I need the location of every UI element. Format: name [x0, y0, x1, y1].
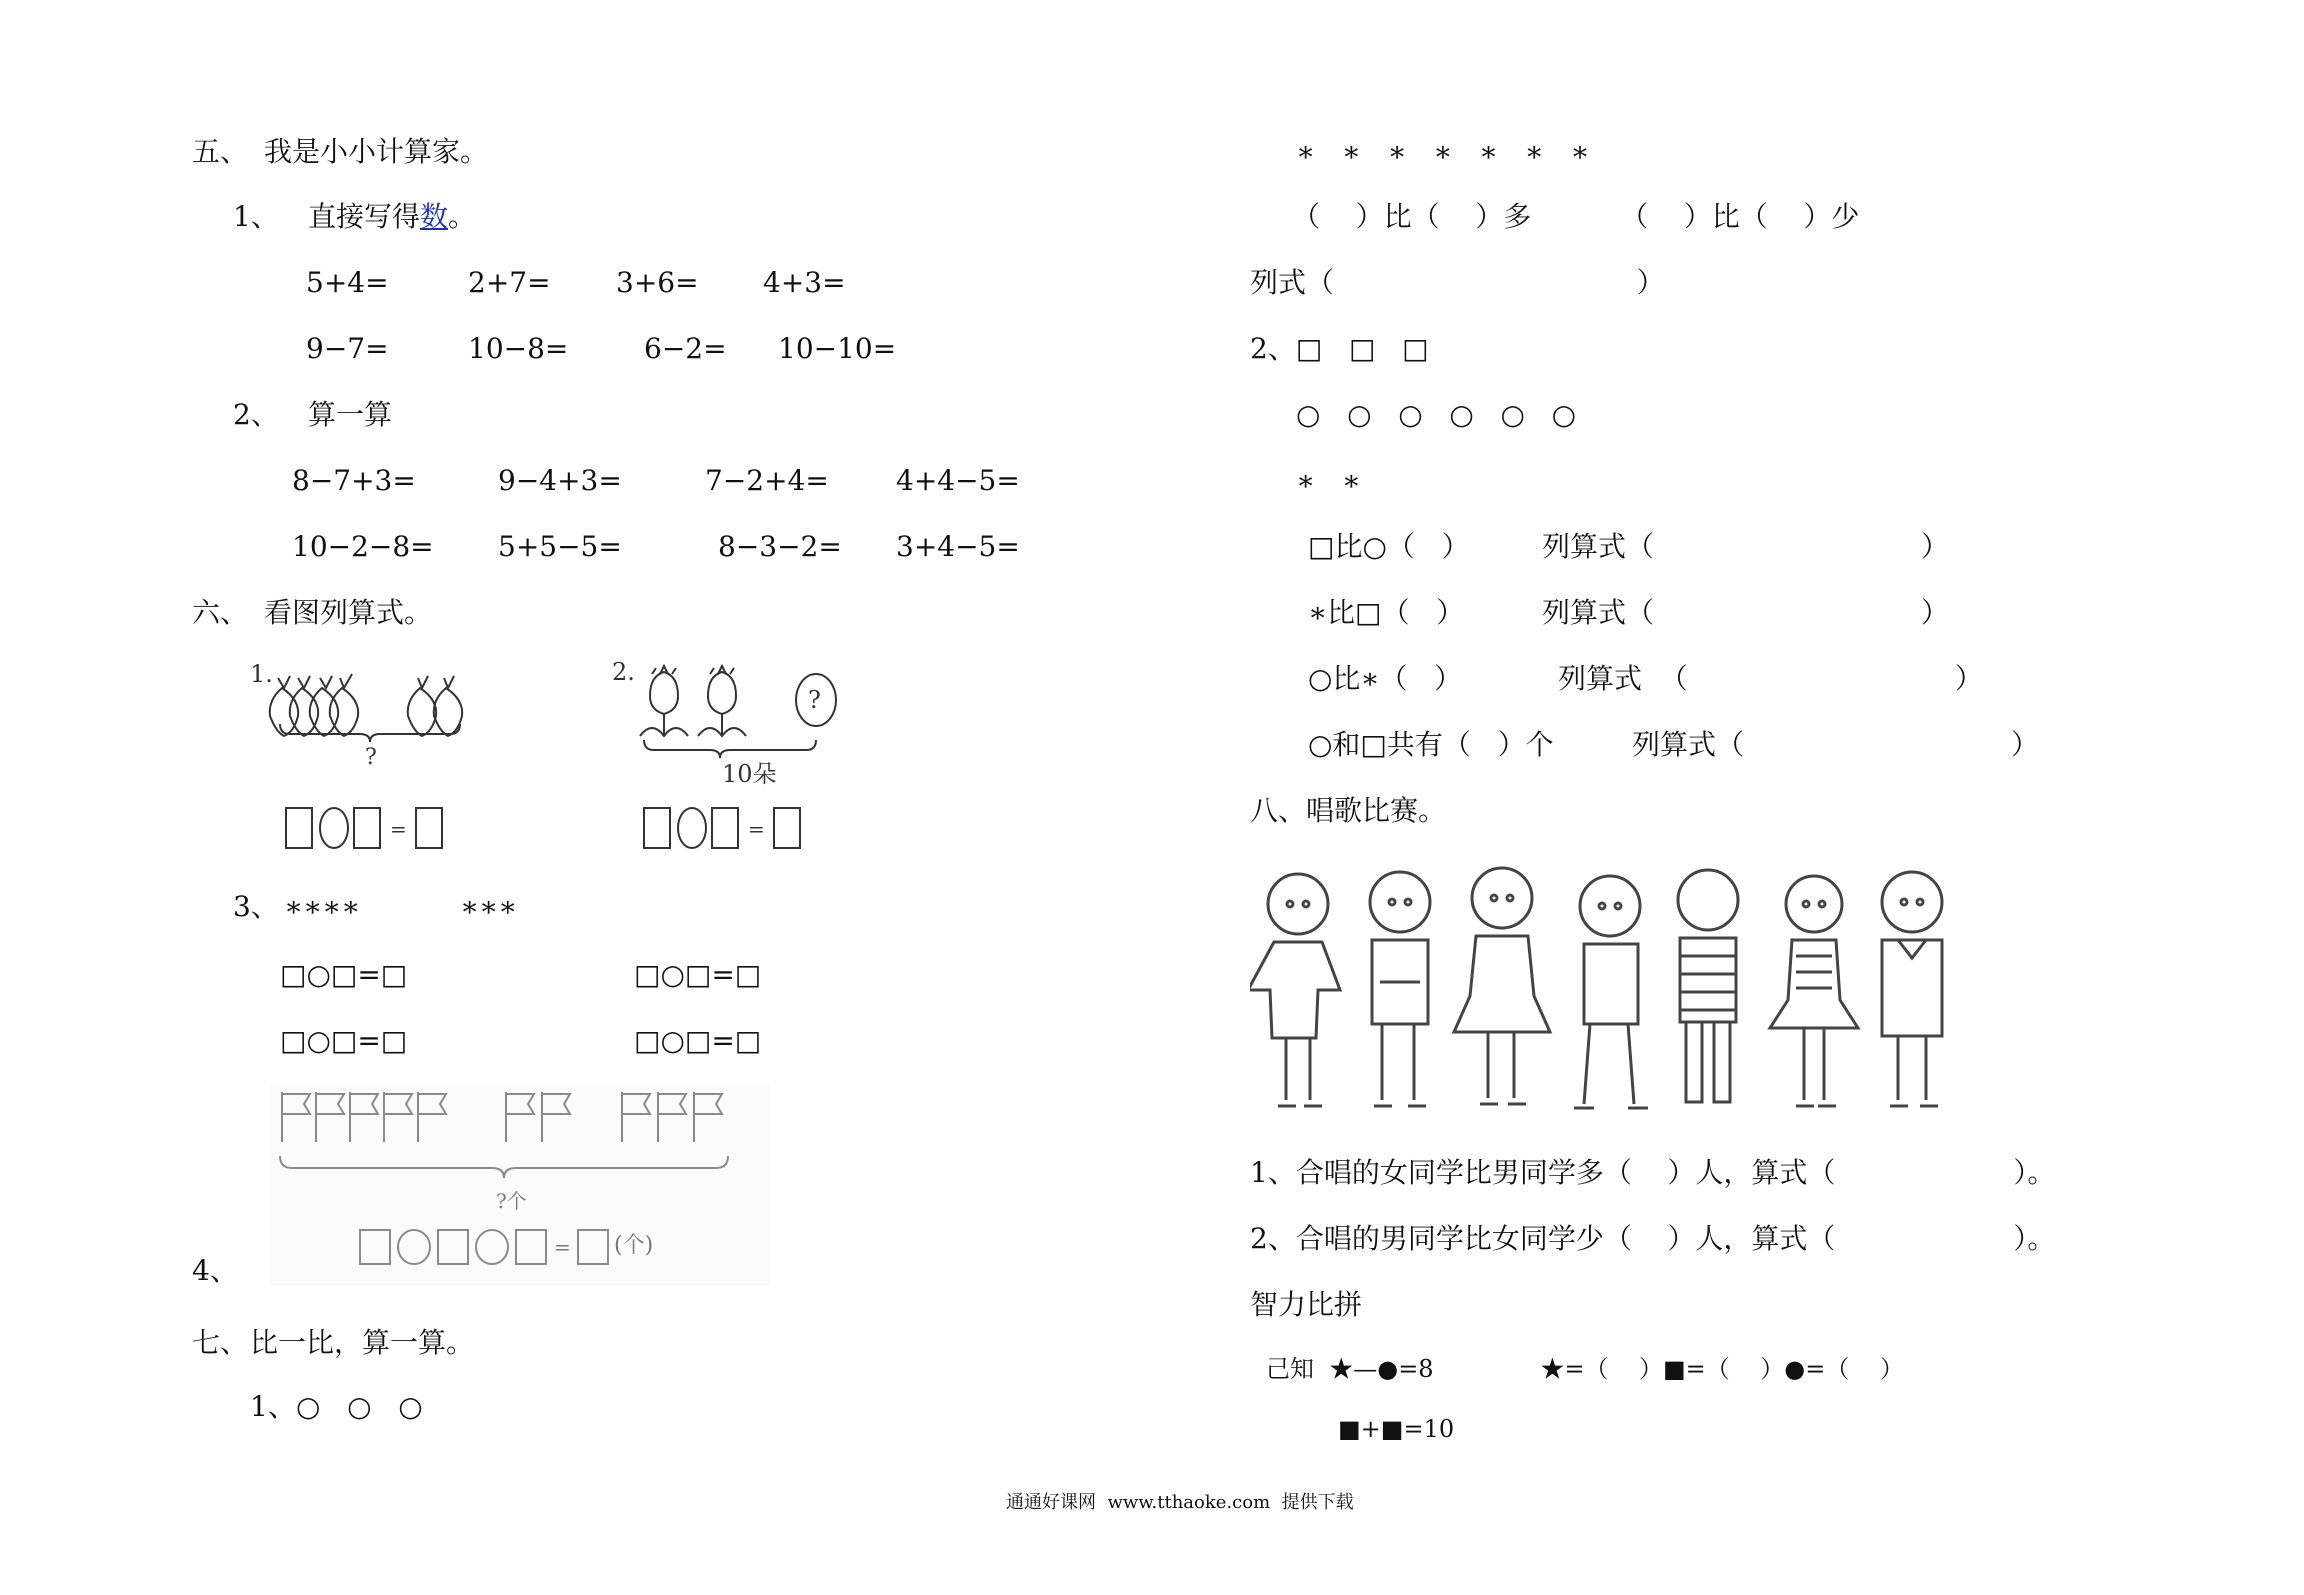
- q2-expr-8: 3+4−5=: [896, 530, 1020, 563]
- q1-expr-8: 10−10=: [778, 332, 897, 365]
- q3-stars-group-2: ∗∗∗: [460, 890, 518, 923]
- compare-1-formula: 列算式（ ）: [1542, 530, 1950, 563]
- section-7-number: 七、: [192, 1326, 249, 1359]
- q3-label: 3、: [233, 890, 279, 923]
- q2-expr-7: 8−3−2=: [718, 530, 842, 563]
- q2-expr-6: 5+5−5=: [498, 530, 622, 563]
- q1-expr-5: 9−7=: [306, 332, 389, 365]
- stars-row-2: ∗ ∗: [1296, 464, 1361, 497]
- q1-title: [308, 200, 476, 234]
- q7-1-circles: ○ ○ ○: [296, 1390, 423, 1423]
- compare-3-formula: 列算式 （ ）: [1558, 662, 1983, 695]
- flags-unit: (个): [614, 1233, 654, 1258]
- strawberry-picture: [240, 648, 480, 860]
- circles-row: ○ ○ ○ ○ ○ ○: [1296, 398, 1577, 431]
- pic2-question-icon: ?: [808, 686, 821, 714]
- page-footer: 通通好课网 www.tthaoke.com 提供下载: [1006, 1492, 1354, 1513]
- q8-1: 1、合唱的女同学比男同学多（ ）人，算式（ ）。: [1250, 1156, 2056, 1189]
- section-5-title: 我是小小计算家。: [264, 135, 489, 168]
- section-6-title: 看图列算式。: [264, 596, 433, 629]
- q2-title: 算一算: [308, 398, 393, 431]
- section-8-title: 八、唱歌比赛。: [1250, 794, 1447, 827]
- pic1-equals: =: [390, 817, 407, 841]
- section-5-number: 五、: [192, 135, 249, 168]
- q1-expr-3: 3+6=: [616, 266, 699, 299]
- children-singing-picture: [1250, 856, 1970, 1132]
- q1-expr-2: 2+7=: [468, 266, 551, 299]
- compare-2-formula: 列算式（ ）: [1542, 596, 1950, 629]
- q1-expr-4: 4+3=: [763, 266, 846, 299]
- pic2-number: 2.: [612, 658, 635, 686]
- stars-row: ∗ ∗ ∗ ∗ ∗ ∗ ∗: [1296, 135, 1590, 168]
- q8-2: 2、合唱的男同学比女同学少（ ）人，算式（ ）。: [1250, 1222, 2056, 1255]
- flags-question: ?个: [496, 1189, 527, 1213]
- pic2-total: 10朵: [722, 760, 777, 788]
- brain-challenge-title: 智力比拼: [1250, 1288, 1363, 1321]
- q1-title-end: 。: [448, 200, 477, 233]
- q1-expr-6: 10−8=: [468, 332, 569, 365]
- q2-expr-3: 7−2+4=: [705, 464, 829, 497]
- compare-line: （ ）比（ ）多 （ ）比（ ）少: [1292, 200, 1860, 233]
- q4-label: 4、: [192, 1254, 238, 1287]
- q2-expr-1: 8−7+3=: [292, 464, 416, 497]
- compare-2-question: ∗比□（ ）: [1308, 596, 1465, 629]
- q3-formula-4: □○□=□: [634, 1024, 762, 1057]
- q2-expr-5: 10−2−8=: [292, 530, 434, 563]
- q1-number: 1、: [233, 200, 279, 233]
- q1-title-text: 直接写得: [308, 200, 421, 233]
- compare-4-question: ○和□共有（ ）个: [1308, 728, 1554, 761]
- pic1-number: 1.: [250, 660, 273, 688]
- pic2-equals: =: [748, 817, 765, 841]
- brain-challenge-line-2: ■+■=10: [1338, 1415, 1455, 1443]
- flower-picture: [604, 644, 854, 860]
- q2-expr-4: 4+4−5=: [896, 464, 1020, 497]
- pic1-question: ?: [365, 745, 377, 770]
- q1-expr-7: 6−2=: [644, 332, 727, 365]
- section-7-title: 比一比，算一算。: [250, 1326, 475, 1359]
- flags-picture: [270, 1086, 770, 1286]
- q7-1-label: 1、: [250, 1390, 296, 1423]
- q1-expr-1: 5+4=: [306, 266, 389, 299]
- flags-equals: =: [554, 1235, 571, 1259]
- q2-number: 2、: [233, 398, 279, 431]
- compare-4-formula: 列算式（ ）: [1632, 728, 2040, 761]
- q3-formula-3: □○□=□: [280, 1024, 408, 1057]
- q3-formula-2: □○□=□: [634, 958, 762, 991]
- q3-formula-1: □○□=□: [280, 958, 408, 991]
- section-6-number: 六、: [192, 596, 249, 629]
- q3-stars-group-1: ∗∗∗∗: [284, 890, 361, 923]
- compare-3-question: ○比∗（ ）: [1308, 662, 1463, 695]
- q1-title-link[interactable]: 数: [420, 200, 449, 233]
- compare-1-question: □比○（ ）: [1308, 530, 1470, 563]
- q2-squares-row: 2、□ □ □: [1250, 332, 1429, 365]
- brain-challenge-line-1: 己知 ★—●=8 ★=（ ）■=（ ）●=（ ）: [1266, 1355, 1904, 1383]
- formula-line: 列式（ ）: [1250, 266, 1665, 299]
- q2-expr-2: 9−4+3=: [498, 464, 622, 497]
